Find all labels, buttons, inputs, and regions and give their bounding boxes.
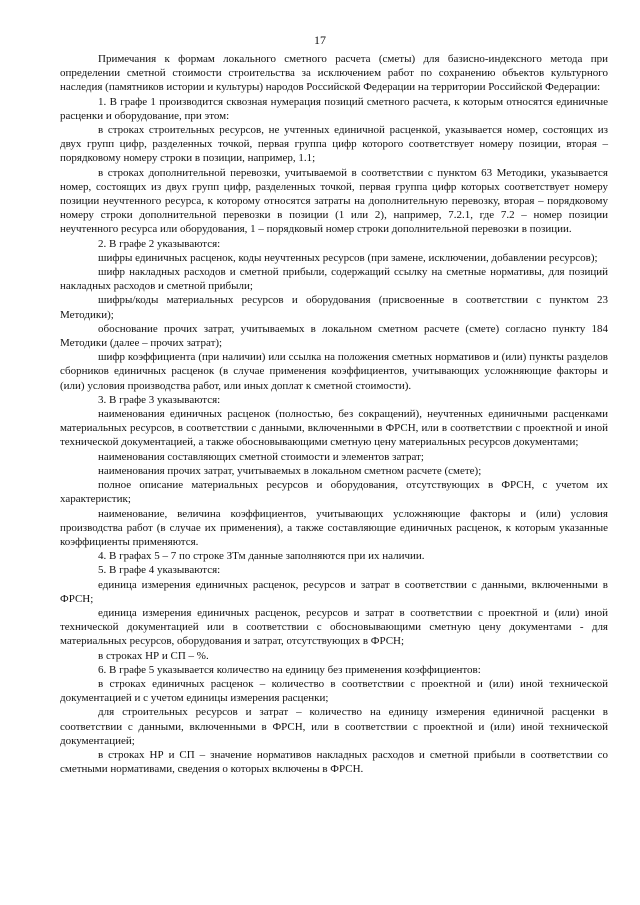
paragraph-item-4: 4. В графах 5 – 7 по строке ЗТм данные заполняются при их наличии. xyxy=(98,550,425,563)
paragraph: единица измерения единичных расценок, ресурсов и затрат в соответствии с проектной и (или) иной технической документацией или в соответствии с обосновывающими сметную цену документами - для материальных ресурсов, оборудования и затрат, отсутствующих в ФРСН; xyxy=(60,606,608,648)
paragraph: шифр накладных расходов и сметной прибыли, содержащий ссылку на сметные нормативы, для позиций накладных расходов и сметной прибыли; xyxy=(60,266,608,293)
paragraph: для строительных ресурсов и затрат – количество на единицу измерения единичной расценки в соответствии с данными, включенными в ФРСН, или в соответствии с проектной и (или) иной технической документацией; xyxy=(60,706,608,747)
paragraph: шифры единичных расценок, коды неучтенных ресурсов (при замене, исключении, добавлении ресурсов); xyxy=(98,251,598,264)
paragraph: в строках строительных ресурсов, не учтенных единичной расценкой, указывается номер, состоящих из двух групп цифр, разделенных точкой, первая группа цифр которого соответствует номеру позиции, вторая – порядковому номеру строки в позиции, например, 1.1; xyxy=(60,124,608,165)
paragraph: единица измерения единичных расценок, ресурсов и затрат в соответствии с данными, включенными в ФРСН; xyxy=(60,578,608,605)
page-number: 17 xyxy=(314,33,326,47)
paragraph: в строках единичных расценок – количество в соответствии с проектной и (или) иной технической документацией и с учетом единицы измерения расценки; xyxy=(60,677,608,705)
paragraph: обоснование прочих затрат, учитываемых в локальном сметном расчете (смете) согласно пункту 184 Методики (далее – прочих затрат); xyxy=(60,322,608,350)
paragraph-item-6-heading: 6. В графе 5 указывается количество на единицу без применения коэффициентов: xyxy=(98,663,481,676)
paragraph: шифр коэффициента (при наличии) или ссылка на положения сметных нормативов и (или) пункты разделов сборников единичных расценок (в случае применения коэффициентов, учитывающих усложняющие факторы и (или) условия производства работ, или иных доплат к сметной стоимости). xyxy=(60,351,608,392)
paragraph: наименования прочих затрат, учитываемых в локальном сметном расчете (смете); xyxy=(98,464,482,477)
paragraph: полное описание материальных ресурсов и оборудования, отсутствующих в ФРСН, с учетом их характеристик; xyxy=(60,479,608,506)
paragraph-item-1-heading: 1. В графе 1 производится сквозная нумерация позиций сметного расчета, к которым относятся единичные расценки и оборудование, при этом: xyxy=(60,95,608,122)
paragraph: наименования единичных расценок (полностью, без сокращений), неучтенных единичными расценками материальных ресурсов, в соответствии с данными, включенными в ФРСН, или в соответствии с проектной и иной технической документацией, а также обосновывающими сметную цену материальных ресурсов документами; xyxy=(60,408,608,449)
paragraph-item-3-heading: 3. В графе 3 указываются: xyxy=(98,393,221,406)
document-body xyxy=(60,52,608,776)
paragraph: в строках НР и СП – %. xyxy=(98,649,209,662)
paragraph: наименование, величина коэффициентов, учитывающих усложняющие факторы и (или) условия производства работ (в случае их применения), а также составляющие единичных расценок, к которым указанные коэффициенты применяются. xyxy=(60,507,608,548)
paragraph-item-5-heading: 5. В графе 4 указываются: xyxy=(98,564,221,577)
paragraph: в строках дополнительной перевозки, учитываемой в соответствии с пунктом 63 Методики, указывается номер, состоящих из двух групп цифр, разделенных точкой, первая группа цифр которых соответствует номеру позиции неучтенного ресурса, к которому относятся затраты на дополнительную перевозку, вторая – порядковому номеру строки дополнительной перевозки в позиции (1 или 2), например, 7.2.1, где 7.2 – номер позиции неучтенного ресурса или оборудования, 1 – порядковый номер строки дополнительной перевозки в позиции. xyxy=(60,166,608,236)
paragraph: шифры/коды материальных ресурсов и оборудования (присвоенные в соответствии с пунктом 23 Методики); xyxy=(60,294,608,321)
paragraph: наименования составляющих сметной стоимости и элементов затрат; xyxy=(98,450,424,463)
paragraph-intro: Примечания к формам локального сметного расчета (сметы) для базисно-индексного метода при определении сметной стоимости строительства за исключением работ по сохранению объектов культурного наследия (памятников истории и культуры) народов Российской Федерации на территории Российской Федерации: xyxy=(60,53,608,94)
paragraph-item-2-heading: 2. В графе 2 указываются: xyxy=(98,237,221,250)
paragraph: в строках НР и СП – значение нормативов накладных расходов и сметной прибыли в соответствии со сметными нормативами, сведения о которых включены в ФРСН. xyxy=(60,748,608,776)
